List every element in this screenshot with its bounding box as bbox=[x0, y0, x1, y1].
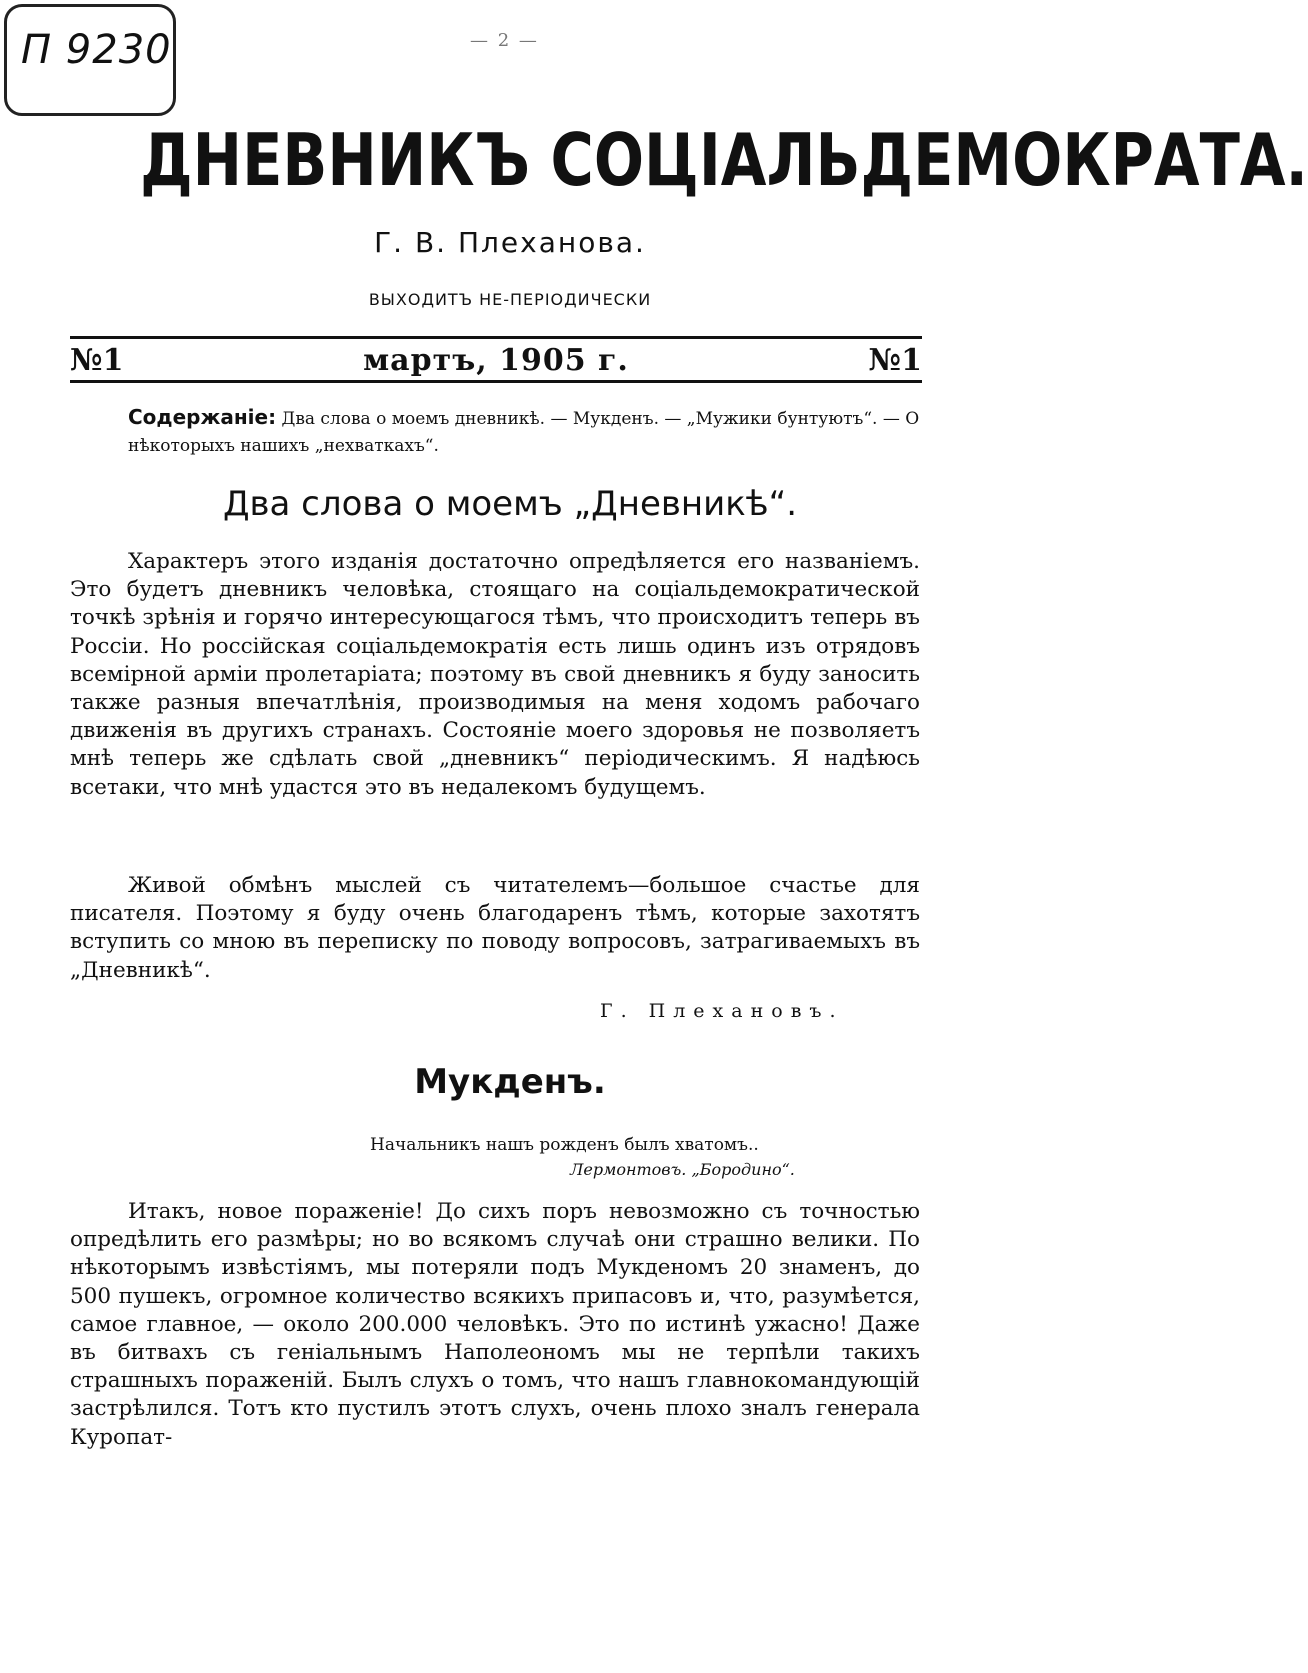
issue-date: мартъ, 1905 г. bbox=[363, 342, 629, 378]
article2-epigraph-source: Лермонтовъ. „Бородино“. bbox=[570, 1160, 795, 1179]
contents-text: Два слова о моемъ дневникѣ. — Мукденъ. — „Мужики бунтуютъ“. — О нѣкоторыхъ нашихъ „нехваткахъ“. bbox=[128, 409, 920, 456]
article2-paragraph-1: Итакъ, новое пораженіе! До сихъ поръ невозможно съ точностью опредѣлить его размѣры; но во всякомъ случаѣ они страшно велики. По нѣкоторымъ извѣстіямъ, мы потеряли подъ Мукденомъ 20 знаменъ, до 500 пушекъ, огромное количество всякихъ припасовъ и, что, разумѣется, самое главное, — около 200.000 человѣкъ. Это по истинѣ ужасно! Даже въ битвахъ съ геніальнымъ Наполеономъ мы не терпѣли такихъ страшныхъ пораженій. Былъ слухъ о томъ, что нашъ главнокомандующій застрѣлился. Тотъ кто пустилъ этотъ слухъ, очень плохо зналъ генерала Куропат- bbox=[70, 1199, 920, 1450]
table-of-contents bbox=[128, 404, 928, 460]
stamp-text: П 9230 bbox=[21, 27, 172, 73]
contents-label: Содержаніе: bbox=[128, 405, 277, 429]
top-rule bbox=[70, 336, 922, 339]
issue-row bbox=[70, 342, 922, 378]
issue-number-right: №1 bbox=[868, 342, 922, 378]
page-marker: — 2 — bbox=[470, 30, 539, 51]
article2-epigraph: Начальникъ нашъ рожденъ былъ хватомъ.. bbox=[370, 1135, 759, 1155]
masthead-author: Г. В. Плеханова. bbox=[374, 226, 646, 259]
article1-signature: Г. Плехановъ. bbox=[600, 1000, 844, 1022]
article2-heading: Мукденъ. bbox=[414, 1062, 606, 1102]
issue-number-left: №1 bbox=[70, 342, 124, 378]
masthead-title: ДНЕВНИКЪ СОЦІАЛЬДЕМОКРАТА. bbox=[140, 118, 1308, 202]
library-stamp bbox=[4, 4, 176, 116]
masthead-periodicity: ВЫХОДИТЪ НЕ-ПЕРІОДИЧЕСКИ bbox=[368, 290, 652, 309]
article1-heading: Два слова о моемъ „Дневникѣ“. bbox=[222, 484, 798, 524]
bottom-rule bbox=[70, 380, 922, 383]
article1-paragraph-1: Характеръ этого изданія достаточно опредѣляется его названіемъ. Это будетъ дневникъ человѣка, стоящаго на соціальдемократической точкѣ зрѣнія и горячо интересующагося тѣмъ, что происходитъ теперь въ Россіи. Но россійская соціальдемократія есть лишь одинъ изъ отрядовъ всемірной арміи пролетаріата; поэтому въ свой дневникъ я буду заносить также разныя впечатлѣнія, производимыя на меня ходомъ рабочаго движенія въ другихъ странахъ. Состояніе моего здоровья не позволяетъ мнѣ теперь же сдѣлать свой „дневникъ“ періодическимъ. Я надѣюсь всетаки, что мнѣ удастся это въ недалекомъ будущемъ. bbox=[70, 549, 920, 800]
article1-paragraph-2: Живой обмѣнъ мыслей съ читателемъ—большое счастье для писателя. Поэтому я буду очень благодаренъ тѣмъ, которые захотятъ вступить со мною въ переписку по поводу вопросовъ, затрагиваемыхъ въ „Дневникѣ“. bbox=[70, 873, 920, 983]
